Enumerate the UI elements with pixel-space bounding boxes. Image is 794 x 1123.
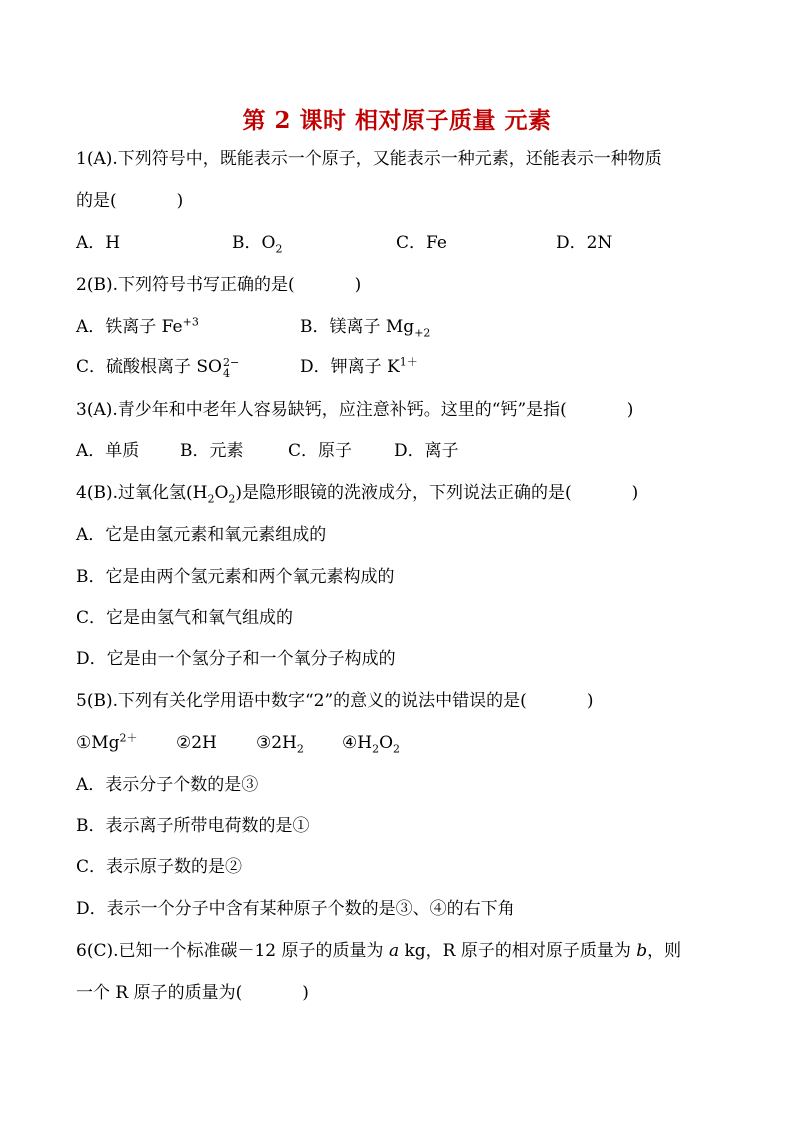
subscript: 2 <box>275 242 283 256</box>
question-6-text-mid: kg，R 原子的相对原子质量为 <box>404 941 631 961</box>
question-1-line-2 <box>76 190 183 212</box>
question-6-text-end: ，则 <box>647 941 682 961</box>
question-4-stem-start: 4(B).过氧化氢(H <box>76 483 208 503</box>
question-5-option-b: B．表示离子所带电荷数的是① <box>76 816 310 836</box>
question-5-item-3 <box>256 732 304 754</box>
question-1-option-b <box>232 232 282 254</box>
option-a-text: A．铁离子 Fe <box>76 317 183 337</box>
question-5-stem-start: 5(B).下列有关化学用语中数字“2”的意义的说法中错误的是( <box>76 691 527 711</box>
question-2-option-b <box>300 316 430 338</box>
question-4-stem <box>76 482 638 504</box>
question-1-stem-end: ) <box>176 191 184 211</box>
option-c-text: C．硫酸根离子 SO <box>76 357 222 377</box>
question-5-stem <box>76 690 593 712</box>
question-5-option-c: C．表示原子数的是② <box>76 857 243 877</box>
question-2-option-d <box>300 356 418 378</box>
item-text: ①Mg <box>76 733 120 753</box>
question-1-stem-start: 的是( <box>76 191 117 211</box>
question-4-option-d: D．它是由一个氢分子和一个氧分子构成的 <box>76 649 396 669</box>
question-6-line-2 <box>76 982 309 1004</box>
question-3-option-c: C．原子 <box>288 441 353 461</box>
question-1-option-c: C．Fe <box>396 233 447 253</box>
subscript: 4 <box>223 366 230 380</box>
option-b-text: B．镁离子 Mg <box>300 317 415 337</box>
question-5-option-d: D．表示一个分子中含有某种原子个数的是③、④的右下角 <box>76 899 515 919</box>
item-text: ③2H <box>256 733 297 753</box>
question-6-text-start: 6(C).已知一个标准碳－12 原子的质量为 <box>76 941 384 961</box>
stacked-scripts <box>223 357 239 379</box>
question-5-item-2: ②2H <box>176 733 217 753</box>
question-3-option-b: B．元素 <box>180 441 244 461</box>
subscript: 2 <box>207 492 215 506</box>
item-text: ④H <box>342 733 373 753</box>
question-3-option-d: D．离子 <box>394 441 459 461</box>
superscript: 2＋ <box>119 731 138 745</box>
question-3-stem <box>76 399 633 421</box>
question-6-line-1 <box>76 940 681 962</box>
question-2-option-a <box>76 316 199 338</box>
question-2-stem-start: 2(B).下列符号书写正确的是( <box>76 275 295 295</box>
subscript: 2 <box>393 742 401 756</box>
superscript: 1＋ <box>399 355 418 369</box>
question-1-option-a: A．H <box>76 233 121 253</box>
page-title: 第 2 课时 相对原子质量 元素 <box>242 107 552 134</box>
question-3-option-a: A．单质 <box>76 441 140 461</box>
option-d-text: D．钾离子 K <box>300 357 400 377</box>
question-1-option-d: D．2N <box>556 233 613 253</box>
question-3-stem-start: 3(A).青少年和中老年人容易缺钙，应注意补钙。这里的“钙”是指( <box>76 400 567 420</box>
subscript: 2 <box>372 742 380 756</box>
question-2-stem <box>76 274 361 296</box>
question-5-item-4 <box>342 732 400 754</box>
formula-part: O <box>379 733 394 753</box>
superscript: 2− <box>223 355 240 369</box>
formula-part: O <box>214 483 229 503</box>
subscript: +2 <box>414 326 431 340</box>
question-1-line-1: 1(A).下列符号中，既能表示一个原子，又能表示一种元素，还能表示一种物质 <box>76 149 662 169</box>
question-5-stem-end: ) <box>586 691 594 711</box>
question-4-option-b: B．它是由两个氢元素和两个氧元素构成的 <box>76 567 395 587</box>
question-6-stem-end: ) <box>302 983 309 1003</box>
option-b-text: B．O <box>232 233 276 253</box>
superscript: +3 <box>182 315 199 329</box>
variable-a: a <box>388 941 400 961</box>
question-3-stem-end: ) <box>626 400 634 420</box>
question-2-option-c <box>76 356 239 379</box>
variable-b: b <box>636 941 648 961</box>
question-4-stem-mid: )是隐形眼镜的洗液成分，下列说法正确的是( <box>235 483 572 503</box>
question-2-stem-end: ) <box>354 275 362 295</box>
question-4-option-c: C．它是由氢气和氧气组成的 <box>76 608 294 628</box>
question-4-stem-end: ) <box>631 483 639 503</box>
question-5-item-1 <box>76 732 138 754</box>
subscript: 2 <box>296 742 304 756</box>
question-4-option-a: A．它是由氢元素和氧元素组成的 <box>76 525 327 545</box>
question-6-stem-start: 一个 R 原子的质量为( <box>76 983 243 1003</box>
subscript: 2 <box>228 492 236 506</box>
question-5-option-a: A．表示分子个数的是③ <box>76 775 259 795</box>
